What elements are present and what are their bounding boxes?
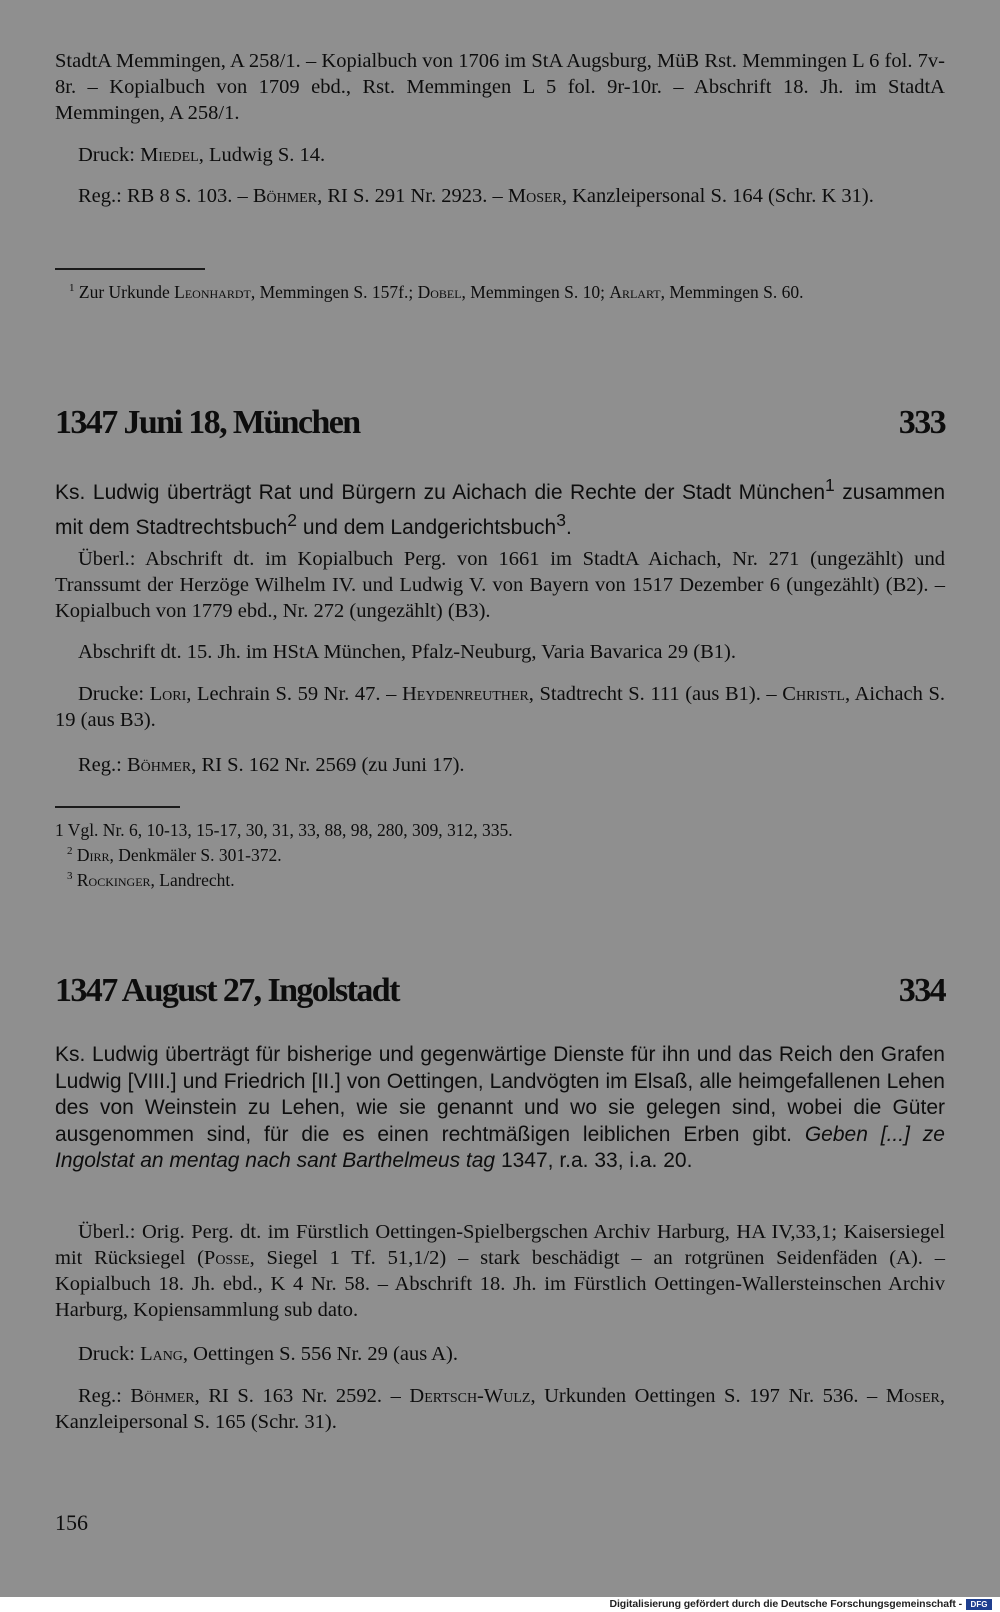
entry-number: 333 bbox=[898, 404, 945, 441]
entry-date-place: 1347 Juni 18, München bbox=[55, 404, 360, 441]
prev-footnote-1: $^1$ Zur Urkunde Leonhardt, Memmingen S. 157f.; Dobel, Memmingen S. 10; Arlart, Memmingen S. 60. bbox=[69, 282, 804, 302]
funding-note: Digitalisierung gefördert durch die Deutsche Forschungsgemeinschaft - bbox=[609, 1598, 962, 1610]
entry-334-druck: Druck: Lang, Oettingen S. 556 Nr. 29 (aus A). bbox=[78, 1343, 458, 1365]
entry-333-abschrift: Abschrift dt. 15. Jh. im HStA München, Pfalz-Neuburg, Varia Bavarica 29 (B1). bbox=[78, 641, 736, 663]
entry-333-ueberlieferung: Überl.: Abschrift dt. im Kopialbuch Perg. von 1661 im StadtA Aichach, Nr. 271 (ungezählt) und Transsumt der Herzöge Wilhelm IV. und Ludwig V. von Bayern von 1517 Dezember 6 (ungezählt) (B2). – Kopialbuch von 1779 ebd., Nr. 272 (ungezählt) (B3). bbox=[55, 548, 945, 622]
prev-regest: Reg.: RB 8 S. 103. – Böhmer, RI S. 291 Nr. 2923. – Moser, Kanzleipersonal S. 164 (Schr. K 31). bbox=[78, 185, 874, 207]
author-name: Miedel bbox=[140, 144, 199, 166]
entry-334-regest: Ks. Ludwig überträgt für bisherige und gegenwärtige Dienste für ihn und das Reich den Grafen Ludwig [VIII.] und Friedrich [II.] von Oettingen, Landvögten im Elsaß, alle heimgefallenen Lehen des von Weinstein zu Lehen, wie sie genannt und wo sie gelegen sind, wobei die Güter ausgenommen sind, für die es einen rechtmäßigen leiblichen Erben gibt. Geben [...] ze Ingolstat an mentag nach sant Barthelmeus tag 1347, r.a. 33, i.a. 20. bbox=[55, 1043, 945, 1172]
entry-333-regest: Ks. Ludwig überträgt Rat und Bürgern zu Aichach die Rechte der Stadt München$^1$ zusammen mit dem Stadtrechtsbuch$^2$ und dem Landgerichtsbuch$^3$. bbox=[55, 475, 946, 539]
prev-druck: Druck: Miedel, Ludwig S. 14. bbox=[78, 144, 326, 166]
entry-heading-334 bbox=[55, 972, 945, 1016]
entry-333-footnotes bbox=[55, 818, 945, 893]
entry-333-drucke: Drucke: Lori, Lechrain S. 59 Nr. 47. – Heydenreuther, Stadtrecht S. 111 (aus B1). – Christl, Aichach S. 19 (aus B3). bbox=[55, 683, 945, 731]
page-number: 156 bbox=[55, 1510, 88, 1535]
entry-number: 334 bbox=[898, 972, 945, 1009]
footnote-1: 1 Vgl. Nr. 6, 10-13, 15-17, 30, 31, 33, 88, 98, 280, 309, 312, 335. bbox=[55, 820, 513, 840]
entry-334-regesten: Reg.: Böhmer, RI S. 163 Nr. 2592. – Dertsch-Wulz, Urkunden Oettingen S. 197 Nr. 536. – Moser, Kanzleipersonal S. 165 (Schr. 31). bbox=[55, 1385, 945, 1433]
dfg-footer bbox=[0, 1597, 1000, 1612]
entry-date-place: 1347 August 27, Ingolstadt bbox=[55, 972, 399, 1009]
entry-334-ueberlieferung: Überl.: Orig. Perg. dt. im Fürstlich Oettingen-Spielbergschen Archiv Harburg, HA IV,33,1; Kaisersiegel mit Rücksiegel (Posse, Siegel 1 Tf. 51,1/2) – stark beschädigt – an rotgrünen Seidenfäden (A). – Kopialbuch 18. Jh. ebd., K 4 Nr. 58. – Abschrift 18. Jh. im Fürstlich Oettingen-Wallersteinschen Archiv Harburg, Kopiensammlung sub dato. bbox=[55, 1221, 945, 1321]
quoted-dating: Geben [...] ze Ingolstat an mentag nach sant Barthelmeus tag bbox=[55, 1122, 945, 1172]
author-name: Böhmer bbox=[252, 185, 318, 207]
footnote-divider bbox=[55, 268, 205, 270]
author-name: Moser bbox=[507, 185, 562, 207]
footnote-3: $^3$ Rockinger, Landrecht. bbox=[67, 870, 235, 890]
dfg-logo-icon: DFG bbox=[966, 1599, 992, 1610]
entry-heading-333 bbox=[55, 404, 945, 448]
entry-333-regesten: Reg.: Böhmer, RI S. 162 Nr. 2569 (zu Juni 17). bbox=[78, 754, 465, 776]
prev-ueberl-text: StadtA Memmingen, A 258/1. – Kopialbuch von 1706 im StA Augsburg, MüB Rst. Memmingen L 6 fol. 7v-8r. – Kopialbuch von 1709 ebd., Rst. Memmingen L 5 fol. 9r-10r. – Abschrift 18. Jh. im StadtA Memmingen, A 258/1. bbox=[55, 50, 945, 124]
prev-ueberlieferung bbox=[55, 48, 945, 126]
footnote-divider bbox=[55, 806, 180, 808]
footnote-2: $^2$ Dirr, Denkmäler S. 301-372. bbox=[67, 845, 282, 865]
